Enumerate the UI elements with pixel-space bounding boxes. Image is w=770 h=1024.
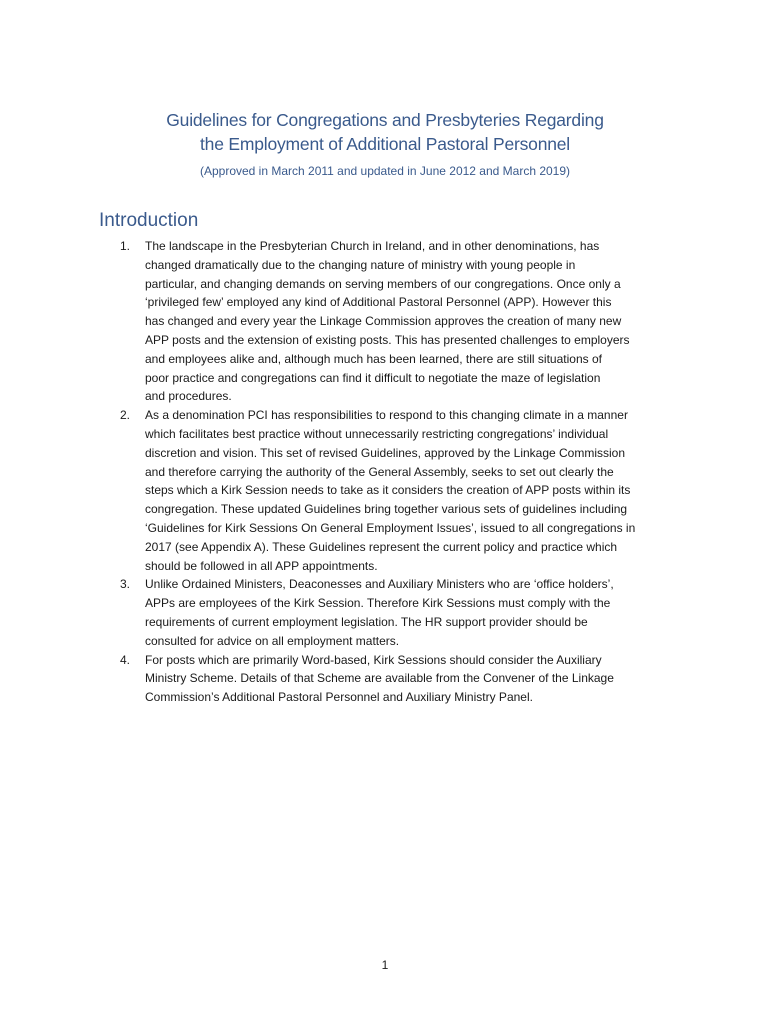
document-subtitle: (Approved in March 2011 and updated in June 2012 and March 2019) (199, 164, 571, 178)
paragraph-line: For posts which are primarily Word-based, Kirk Sessions should consider the Auxiliary (145, 652, 602, 667)
list-item (99, 651, 679, 707)
numbered-list (99, 237, 679, 707)
list-item (99, 575, 679, 650)
list-item (99, 237, 679, 406)
paragraph-line: has changed and every year the Linkage Commission approves the creation of many new (145, 314, 622, 329)
paragraph-line: poor practice and congregations can find it difficult to negotiate the maze of legislation (145, 370, 601, 385)
paragraph-line: and therefore carrying the authority of the General Assembly, seeks to set out clearly the (145, 464, 614, 479)
paragraph-line: consulted for advice on all employment matters. (145, 633, 400, 648)
paragraph-line: Unlike Ordained Ministers, Deaconesses and Auxiliary Ministers who are ‘office holders’, (145, 577, 614, 592)
paragraph-line: APPs are employees of the Kirk Session. Therefore Kirk Sessions must comply with the (145, 596, 611, 611)
paragraph-line: discretion and vision. This set of revised Guidelines, approved by the Linkage Commission (145, 445, 626, 460)
list-item-number: 4. (120, 652, 131, 667)
paragraph-line: ‘Guidelines for Kirk Sessions On General Employment Issues’, issued to all congregations in (145, 520, 636, 535)
paragraph-line: steps which a Kirk Session needs to take as it considers the creation of APP posts within its (145, 483, 631, 498)
paragraph-line: changed dramatically due to the changing nature of ministry with young people in (145, 257, 576, 272)
paragraph-line: As a denomination PCI has responsibilities to respond to this changing climate in a manner (145, 408, 628, 423)
title-line: Guidelines for Congregations and Presbyteries Regarding (166, 110, 604, 130)
paragraph-line: requirements of current employment legislation. The HR support provider should be (145, 614, 588, 629)
paragraph-line: congregation. These updated Guidelines bring together various sets of guidelines including (145, 502, 628, 517)
title-line: the Employment of Additional Pastoral Personnel (200, 134, 570, 154)
list-item-number: 3. (120, 577, 131, 592)
paragraph-line: APP posts and the extension of existing posts. This has presented challenges to employers (145, 332, 630, 347)
paragraph-line: ‘privileged few’ employed any kind of Additional Pastoral Personnel (APP). However this (145, 295, 612, 310)
section-heading: Introduction (99, 210, 199, 231)
paragraph-line: and procedures. (145, 389, 232, 404)
paragraph-line: particular, and changing demands on serving members of our congregations. Once only a (145, 276, 621, 291)
paragraph-line: and employees alike and, although much has been learned, there are still situations of (145, 351, 602, 366)
paragraph-line: should be followed in all APP appointments. (145, 558, 378, 573)
page-number: 1 (381, 958, 389, 972)
document-title (0, 108, 770, 156)
list-item-number: 2. (120, 408, 131, 423)
list-item (99, 406, 679, 575)
paragraph-line: Ministry Scheme. Details of that Scheme are available from the Convener of the Linkage (145, 671, 614, 686)
paragraph-line: The landscape in the Presbyterian Church in Ireland, and in other denominations, has (145, 239, 600, 253)
paragraph-line: 2017 (see Appendix A). These Guidelines represent the current policy and practice which (145, 539, 618, 554)
paragraph-line: which facilitates best practice without unnecessarily restricting congregations’ individual (145, 426, 609, 441)
paragraph-line: Commission’s Additional Pastoral Personnel and Auxiliary Ministry Panel. (145, 690, 533, 705)
list-item-number: 1. (120, 239, 131, 253)
